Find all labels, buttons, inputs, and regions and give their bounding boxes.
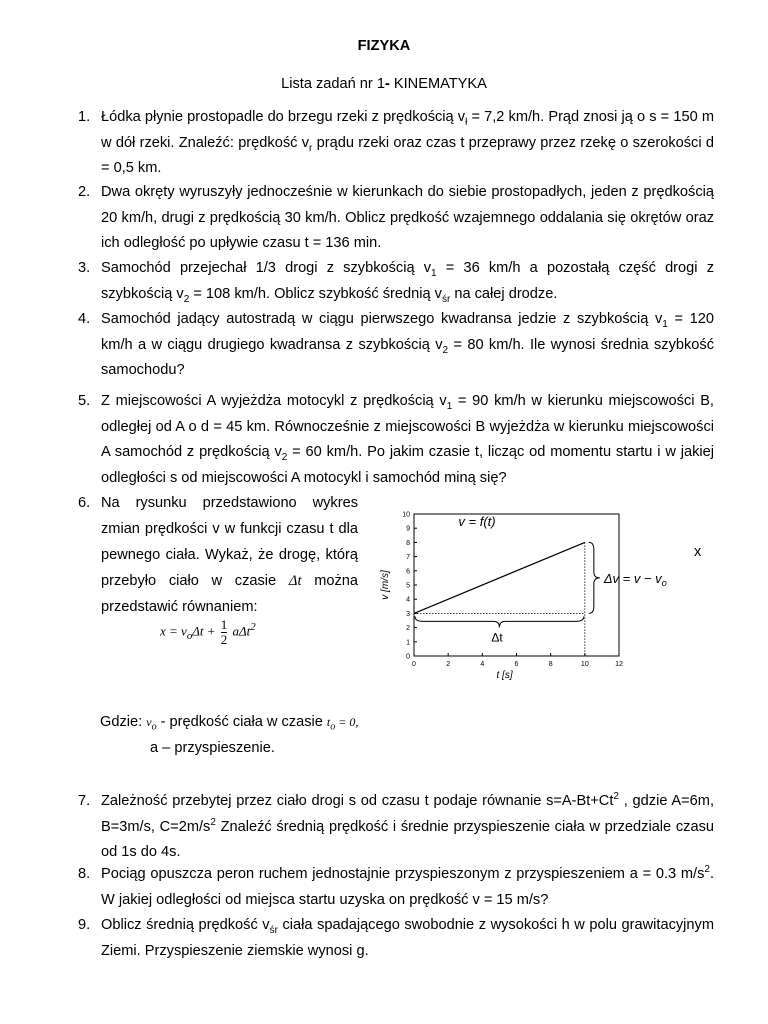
problem-1: 1. Łódka płynie prostopadle do brzegu rzeki z prędkością $v_ł = 7,2$ km/h. Prąd znosi ją o s = 150 m w dół rzeki. Znaleźć: prędkość $v_r$ prądu rzeki oraz czas t przeprawy przez rzekę o szerokości d = 0,5 km. [78, 109, 714, 176]
x-tick-label: 8 [548, 661, 553, 668]
problem-7: 7. Zależność przebytej przez ciało drogi s od czasu t podaje równanie $s=A-Bt+Ct^2$ , gdzie A=6m, B=3m/s, $C=2m/s^2$ Znaleźć średnią prędkość i średnie przyspieszenie ciała w przedziale czasu od 1s do 4s. [78, 791, 714, 860]
y-tick-label: 6 [406, 568, 410, 576]
y-tick-label: 10 [402, 511, 410, 519]
y-axis-label: v [m/s] [380, 570, 391, 600]
equation-distance: $x = v_o\Delta t$ + $\frac{1}{2}$ aΔt$^2$ [160, 617, 256, 647]
delta-v-label: $\Delta v = v - v_o$ [603, 570, 667, 588]
delta-t-brace [415, 616, 584, 627]
x-tick-label: 12 [615, 661, 623, 668]
definition-line: Gdzie: $v_o$ - prędkość ciała w czasie $t_o = 0$, [100, 714, 359, 733]
series-line-label: v = f(t) [458, 514, 496, 530]
document-subtitle: Lista zadań nr 1- KINEMATYKA [281, 76, 487, 92]
document-title: FIZYKA [357, 38, 411, 54]
x-tick-label: 2 [446, 661, 451, 668]
delta-v-brace [589, 542, 600, 613]
y-tick-label: 4 [406, 596, 410, 604]
problem-4: 4. Samochód jadący autostradą w ciągu pierwszego kwadransa jedzie z szybkością $v_1 = 120$ km/h a w ciągu drugiego kwadransa z szybkością $v_2 = 80$ km/h. Ile wynosi średnia szybkość samochodu? [78, 311, 715, 378]
problem-6: 6. Na rysunku przedstawiono wykres zmian prędkości v w funkcji czasu t dla pewnego ciała. Wykaż, że drogę, którą przebyło ciało w czasie Δt można przedstawić równaniem: [78, 495, 359, 615]
acceleration-definition: a – przyspieszenie. [150, 740, 275, 756]
y-tick-label: 7 [406, 554, 410, 562]
delta-t-label: Δt [491, 630, 503, 645]
velocity-time-chart [370, 502, 690, 682]
problem-5: 5. Z miejscowości A wyjeżdża motocykl z prędkością $v_1 = 90$ km/h w kierunku miejscowości B, odległej od A o d = 45 km. Równocześnie z miejscowości B wyjeżdża w kierunku miejscowości A samochód z prędkością $v_2 = 60$ km/h. Po jakim czasie t, licząc od momentu startu i w jakiej odległości s od miejscowości A motocykl i samochód miną się? [78, 393, 714, 486]
x-tick-label: 10 [580, 661, 589, 668]
y-tick-label: 0 [406, 653, 410, 661]
x-axis-label: t [s] [496, 670, 513, 681]
plot-frame [414, 514, 619, 656]
x-mark: x [694, 544, 702, 560]
series-line [414, 542, 585, 613]
y-tick-label: 8 [406, 539, 410, 547]
problem-3: 3. Samochód przejechał 1/3 drogi z szybkością $v_1 = 36$ km/h a pozostałą część drogi z szybkością $v_2 = 108$ km/h. Oblicz szybkość średnią $v_{śr}$ na całej drodze. [78, 260, 714, 305]
y-tick-label: 3 [406, 610, 410, 618]
y-tick-label: 5 [406, 582, 410, 590]
y-tick-label: 9 [406, 525, 410, 533]
problem-9: 9. Oblicz średnią prędkość $v_{śr}$ ciała spadającego swobodnie z wysokości h w polu grawitacyjnym Ziemi. Przyspieszenie ziemskie wynosi g. [78, 917, 714, 959]
x-tick-label: 4 [480, 661, 485, 668]
y-tick-label: 1 [406, 639, 410, 647]
x-tick-label: 0 [412, 661, 416, 668]
problem-8: 8. Pociąg opuszcza peron ruchem jednostajnie przyspieszonym z przyspieszeniem a = 0.3 $m/s^2$. W jakiej odległości od miejsca startu uzyska on prędkość v = 15 m/s? [78, 864, 714, 908]
y-tick-label: 2 [406, 625, 410, 633]
x-tick-label: 6 [514, 661, 519, 668]
problem-2: 2. Dwa okręty wyruszyły jednocześnie w kierunkach do siebie prostopadłych, jeden z prędkością 20 km/h, drugi z prędkością 30 km/h. Oblicz prędkość wzajemnego oddalania się okrętów oraz ich odległość po upływie czasu t = 136 min. [78, 184, 714, 251]
